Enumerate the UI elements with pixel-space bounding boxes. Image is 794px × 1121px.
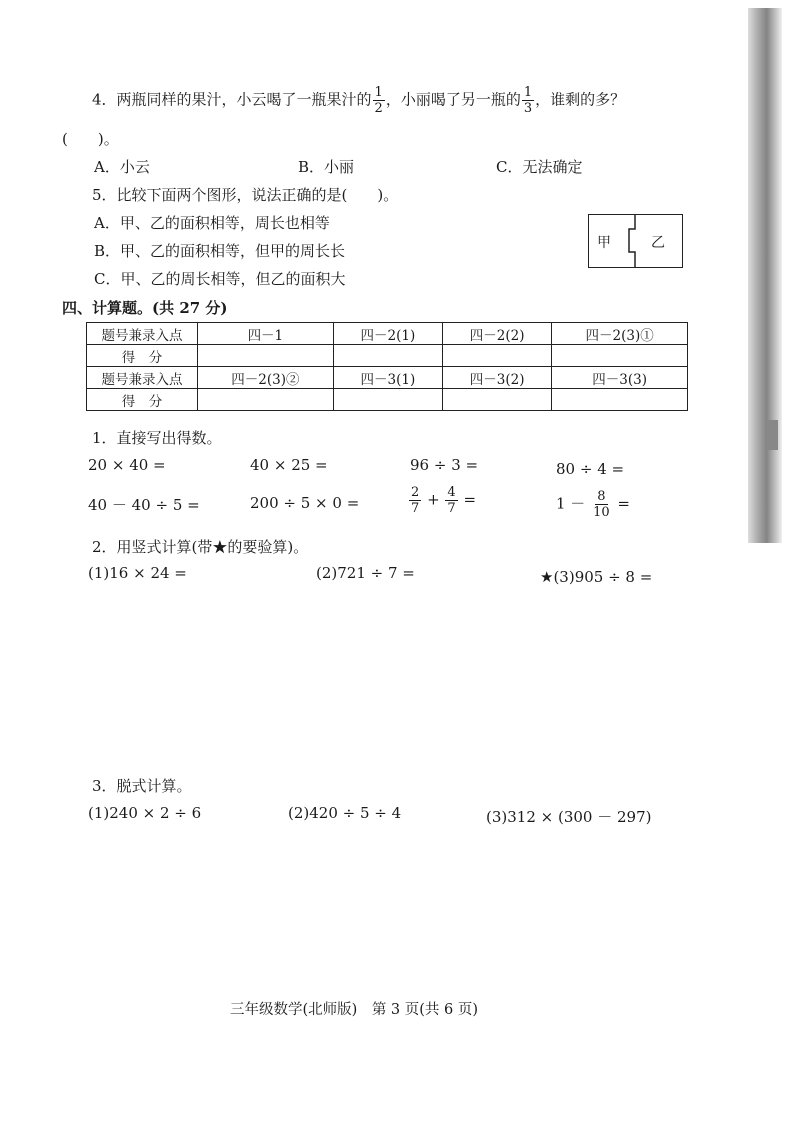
q4-3-item-1: (1)240 × 2 ÷ 6 xyxy=(88,804,202,822)
table-cell: 题号兼录入点 xyxy=(87,323,198,345)
q5-stem: 5．比较下面两个图形，说法正确的是( )。 xyxy=(92,186,399,204)
q4-1-expr-7: $\frac{2}{7}$ + $\frac{4}{7}$ = xyxy=(411,485,477,516)
fraction: $\frac{8}{10}$ xyxy=(593,489,610,520)
table-cell: 得 分 xyxy=(87,389,198,411)
q4-2-title: 2．用竖式计算(带★的要验算)。 xyxy=(92,538,309,556)
q4-text-2: ，小丽喝了另一瓶的 xyxy=(385,90,521,109)
q4-3-item-3: (3)312 × (300 － 297) xyxy=(486,808,652,826)
shape-label-jia: 甲 xyxy=(597,235,611,251)
table-cell: 四－3(3) xyxy=(552,367,688,389)
q4-2-item-2: (2)721 ÷ 7 = xyxy=(316,564,415,582)
q4-stem xyxy=(92,86,625,115)
score-input-cell[interactable] xyxy=(333,345,442,367)
table-cell: 得 分 xyxy=(87,345,198,367)
fraction: $\frac{4}{7}$ xyxy=(447,485,456,516)
q4-2-item-1: (1)16 × 24 = xyxy=(88,564,187,582)
q4-1-title: 1．直接写出得数。 xyxy=(92,429,222,447)
q4-text-3: ，谁剩的多？ xyxy=(535,90,626,109)
scan-edge-artifact xyxy=(748,8,782,543)
q4-3-title: 3．脱式计算。 xyxy=(92,777,192,795)
fraction: $\frac{2}{7}$ xyxy=(411,485,420,516)
score-table xyxy=(86,322,688,411)
q4-text-1: 4．两瓶同样的果汁，小云喝了一瓶果汁的 xyxy=(92,90,372,109)
table-row xyxy=(87,323,688,345)
q4-fraction-2: $\frac{1}{3}$ xyxy=(523,85,533,116)
table-cell: 四－3(1) xyxy=(333,367,442,389)
table-cell: 四－3(2) xyxy=(442,367,551,389)
score-input-cell[interactable] xyxy=(442,345,551,367)
q4-3-work-area[interactable] xyxy=(88,836,688,986)
q5-option-a: A．甲、乙的面积相等，周长也相等 xyxy=(94,214,330,232)
q5-shape-figure xyxy=(588,214,683,268)
table-row xyxy=(87,345,688,367)
q4-1-expr-4: 80 ÷ 4 = xyxy=(556,460,625,478)
table-row xyxy=(87,389,688,411)
table-cell: 四－2(3)② xyxy=(198,367,334,389)
q4-answer-blank[interactable]: ( )。 xyxy=(62,130,119,148)
q4-1-expr-2: 40 × 25 = xyxy=(250,456,328,474)
table-cell: 题号兼录入点 xyxy=(87,367,198,389)
q4-fraction-1: $\frac{1}{2}$ xyxy=(374,85,383,116)
q4-1-expr-6: 200 ÷ 5 × 0 = xyxy=(250,494,360,512)
table-row xyxy=(87,367,688,389)
scan-edge-mark xyxy=(768,420,778,450)
score-input-cell[interactable] xyxy=(198,389,334,411)
shape-label-yi: 乙 xyxy=(651,235,665,251)
q4-option-a: A．小云 xyxy=(94,158,150,176)
table-cell: 四－2(1) xyxy=(333,323,442,345)
shape-divider-line xyxy=(625,214,645,268)
page-footer: 三年级数学(北师版) 第 3 页(共 6 页) xyxy=(230,1002,479,1018)
table-cell: 四－2(2) xyxy=(442,323,551,345)
score-input-cell[interactable] xyxy=(442,389,551,411)
q4-1-expr-3: 96 ÷ 3 = xyxy=(410,456,479,474)
q4-2-item-3: ★(3)905 ÷ 8 = xyxy=(540,568,653,586)
q4-1-expr-1: 20 × 40 = xyxy=(88,456,166,474)
table-cell: 四－2(3)① xyxy=(552,323,688,345)
score-input-cell[interactable] xyxy=(552,389,688,411)
q5-option-b: B．甲、乙的面积相等，但甲的周长长 xyxy=(94,242,346,260)
score-input-cell[interactable] xyxy=(333,389,442,411)
q4-option-c: C．无法确定 xyxy=(496,158,583,176)
table-cell: 四－1 xyxy=(198,323,334,345)
q4-2-work-area[interactable] xyxy=(88,600,688,760)
q4-option-b: B．小丽 xyxy=(298,158,355,176)
section4-title: 四、计算题。(共 27 分) xyxy=(62,299,228,317)
q4-1-expr-8: 1 － $\frac{8}{10}$ = xyxy=(556,489,630,520)
score-input-cell[interactable] xyxy=(552,345,688,367)
q4-1-expr-5: 40 － 40 ÷ 5 = xyxy=(88,496,200,514)
q4-3-item-2: (2)420 ÷ 5 ÷ 4 xyxy=(288,804,402,822)
score-input-cell[interactable] xyxy=(198,345,334,367)
q5-option-c: C．甲、乙的周长相等，但乙的面积大 xyxy=(94,270,346,288)
